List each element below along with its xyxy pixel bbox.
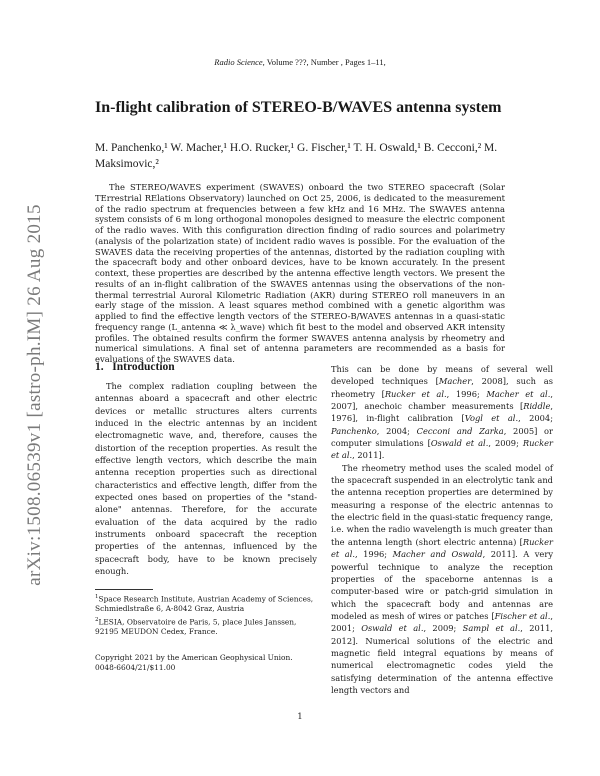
affiliation-footnotes: [95, 593, 317, 638]
citation: Riddle: [523, 401, 551, 412]
citation: Macher et al.: [486, 388, 551, 399]
citation: Oswald et al.: [430, 438, 489, 449]
citation: Macher and Oswald: [392, 549, 483, 560]
citation: Sampl et al.: [462, 623, 521, 634]
abstract: The STEREO/WAVES experiment (SWAVES) onboard the two STEREO spacecraft (Solar TErrestrial RElations Observatory) launched on Oct 25, 2006, is dedicated to the measurement of the radio spectrum at frequencies between a few kHz and 16 MHz. The SWAVES antenna system consists of 6 m long orthogonal monopoles designed to measure the electric component of the radio waves. With this configuration direction finding of radio sources and polarimetry (analysis of the polarization state) of incident radio waves is possible. For the evaluation of the SWAVES data the receiving properties of the antennas, distorted by the radiation coupling with the spacecraft body and other onboard devices, have to be known accurately. In the present context, these properties are described by the antenna effective length vectors. We present the results of an in-flight calibration of the SWAVES antennas using the observations of the non-thermal terrestrial Auroral Kilometric Radiation (AKR) during STEREO roll maneuvers in an early stage of the mission. A least squares method combined with a genetic algorithm was applied to find the effective length vectors of the STEREO-B/WAVES antennas in a quasi-static frequency range (L_antenna ≪ λ_wave) which fit best to the model and observed AKR intensity profiles. The obtained results confirm the former SWAVES antenna analysis by rheometry and numerical simulations. A final set of antenna parameters are recommended as a basis for evaluations of the SWAVES data.: [95, 182, 505, 364]
citation: Rucker et al.: [384, 388, 447, 399]
volume-pages: , Volume ???, Number , Pages 1–11,: [262, 57, 386, 67]
running-head: [0, 57, 600, 67]
arxiv-identifier-text: arXiv:1508.06539v1 [astro-ph.IM] 26 Aug 2015: [24, 204, 45, 586]
journal-name: Radio Science: [214, 57, 263, 67]
right-column: [331, 363, 553, 696]
section-number: 1.: [95, 361, 104, 373]
citation: Rucker et al.: [331, 438, 553, 461]
citation: Fischer et al.: [494, 610, 551, 621]
citation: Vogl et al.: [464, 413, 519, 424]
page-number: 1: [297, 712, 303, 722]
section-heading: [95, 361, 175, 373]
citation: Oswald et al.: [361, 623, 424, 634]
citation: Cecconi and Zarka: [416, 425, 504, 436]
paper-title: In-flight calibration of STEREO-B/WAVES antenna system: [95, 99, 502, 116]
copyright-line: Copyright 2021 by the American Geophysical Union.: [95, 653, 293, 662]
section-title: Introduction: [112, 361, 175, 373]
citation: Macher: [438, 376, 472, 387]
arxiv-identifier: [22, 160, 48, 630]
author-list: M. Panchenko,¹ W. Macher,¹ H.O. Rucker,¹ G. Fischer,¹ T. H. Oswald,¹ B. Cecconi,² M. Maksimovic,²: [95, 142, 498, 170]
footnote-rule: [95, 589, 153, 590]
citation: Rucker et al.: [331, 536, 553, 560]
citation: Panchenko: [331, 425, 377, 436]
intro-paragraph-3: The rheometry method uses the scaled model of the spacecraft suspended in an electrolytic tank and the antenna reception properties are determined by measuring a response of the electric antennas to the electric field in the quasi-static frequency range, i.e. when the radio wavelength is much greater than the antenna length (short electric antenna) [Rucker et al., 1996; Macher and Oswald, 2011]. A very powerful technique to analyze the reception properties of the spaceborne antennas is a computer-based wire or patch-grid simulation in which the spacecraft body and antennas are modeled as mesh of wires or patches [Fischer et al., 2001; Oswald et al., 2009; Sampl et al., 2011, 2012]. Numerical solutions of the electric and magnetic field integral equations by means of numerical electromagnetic codes yield the satisfying determination of the antenna effective length vectors and: [331, 462, 553, 695]
footnote: $^2$LESIA, Observatoire de Paris, 5, place Jules Janssen, 92195 MEUDON Cedex, France.: [95, 616, 297, 636]
copyright-notice: [95, 653, 317, 672]
intro-paragraph-2: This can be done by means of several well developed techniques [Macher, 2008], such as rheometry [Rucker et al., 1996; Macher et al., 2007], anechoic chamber measurements [Riddle, 1976], in-flight calibration [Vogl et al., 2004; Panchenko, 2004; Cecconi and Zarka, 2005] or computer simulations [Oswald et al., 2009; Rucker et al., 2011].: [331, 364, 554, 461]
footnote: $^1$Space Research Institute, Austrian Academy of Sciences, Schmiedlstraße 6, A-8042 Graz, Austria: [95, 594, 314, 614]
issn-line: 0048-6604/21/$11.00: [95, 662, 176, 672]
intro-paragraph-left: The complex radiation coupling between the antennas aboard a spacecraft and other electric devices or metallic structures alters currents induced in the electric antennas by an incident electromagnetic wave, and, therefore, causes the distortion of the reception properties. As result the effective length vectors, which describe the main antenna reception properties such as directional characteristics and effective length, differ from the expected ones based on properties of the "stand-alone" antennas. Therefore, for the accurate evaluation of the data acquired by the radio instruments onboard spacecraft the reception properties of the antennas, influenced by the spacecraft body, have to be known precisely enough.: [95, 381, 317, 577]
